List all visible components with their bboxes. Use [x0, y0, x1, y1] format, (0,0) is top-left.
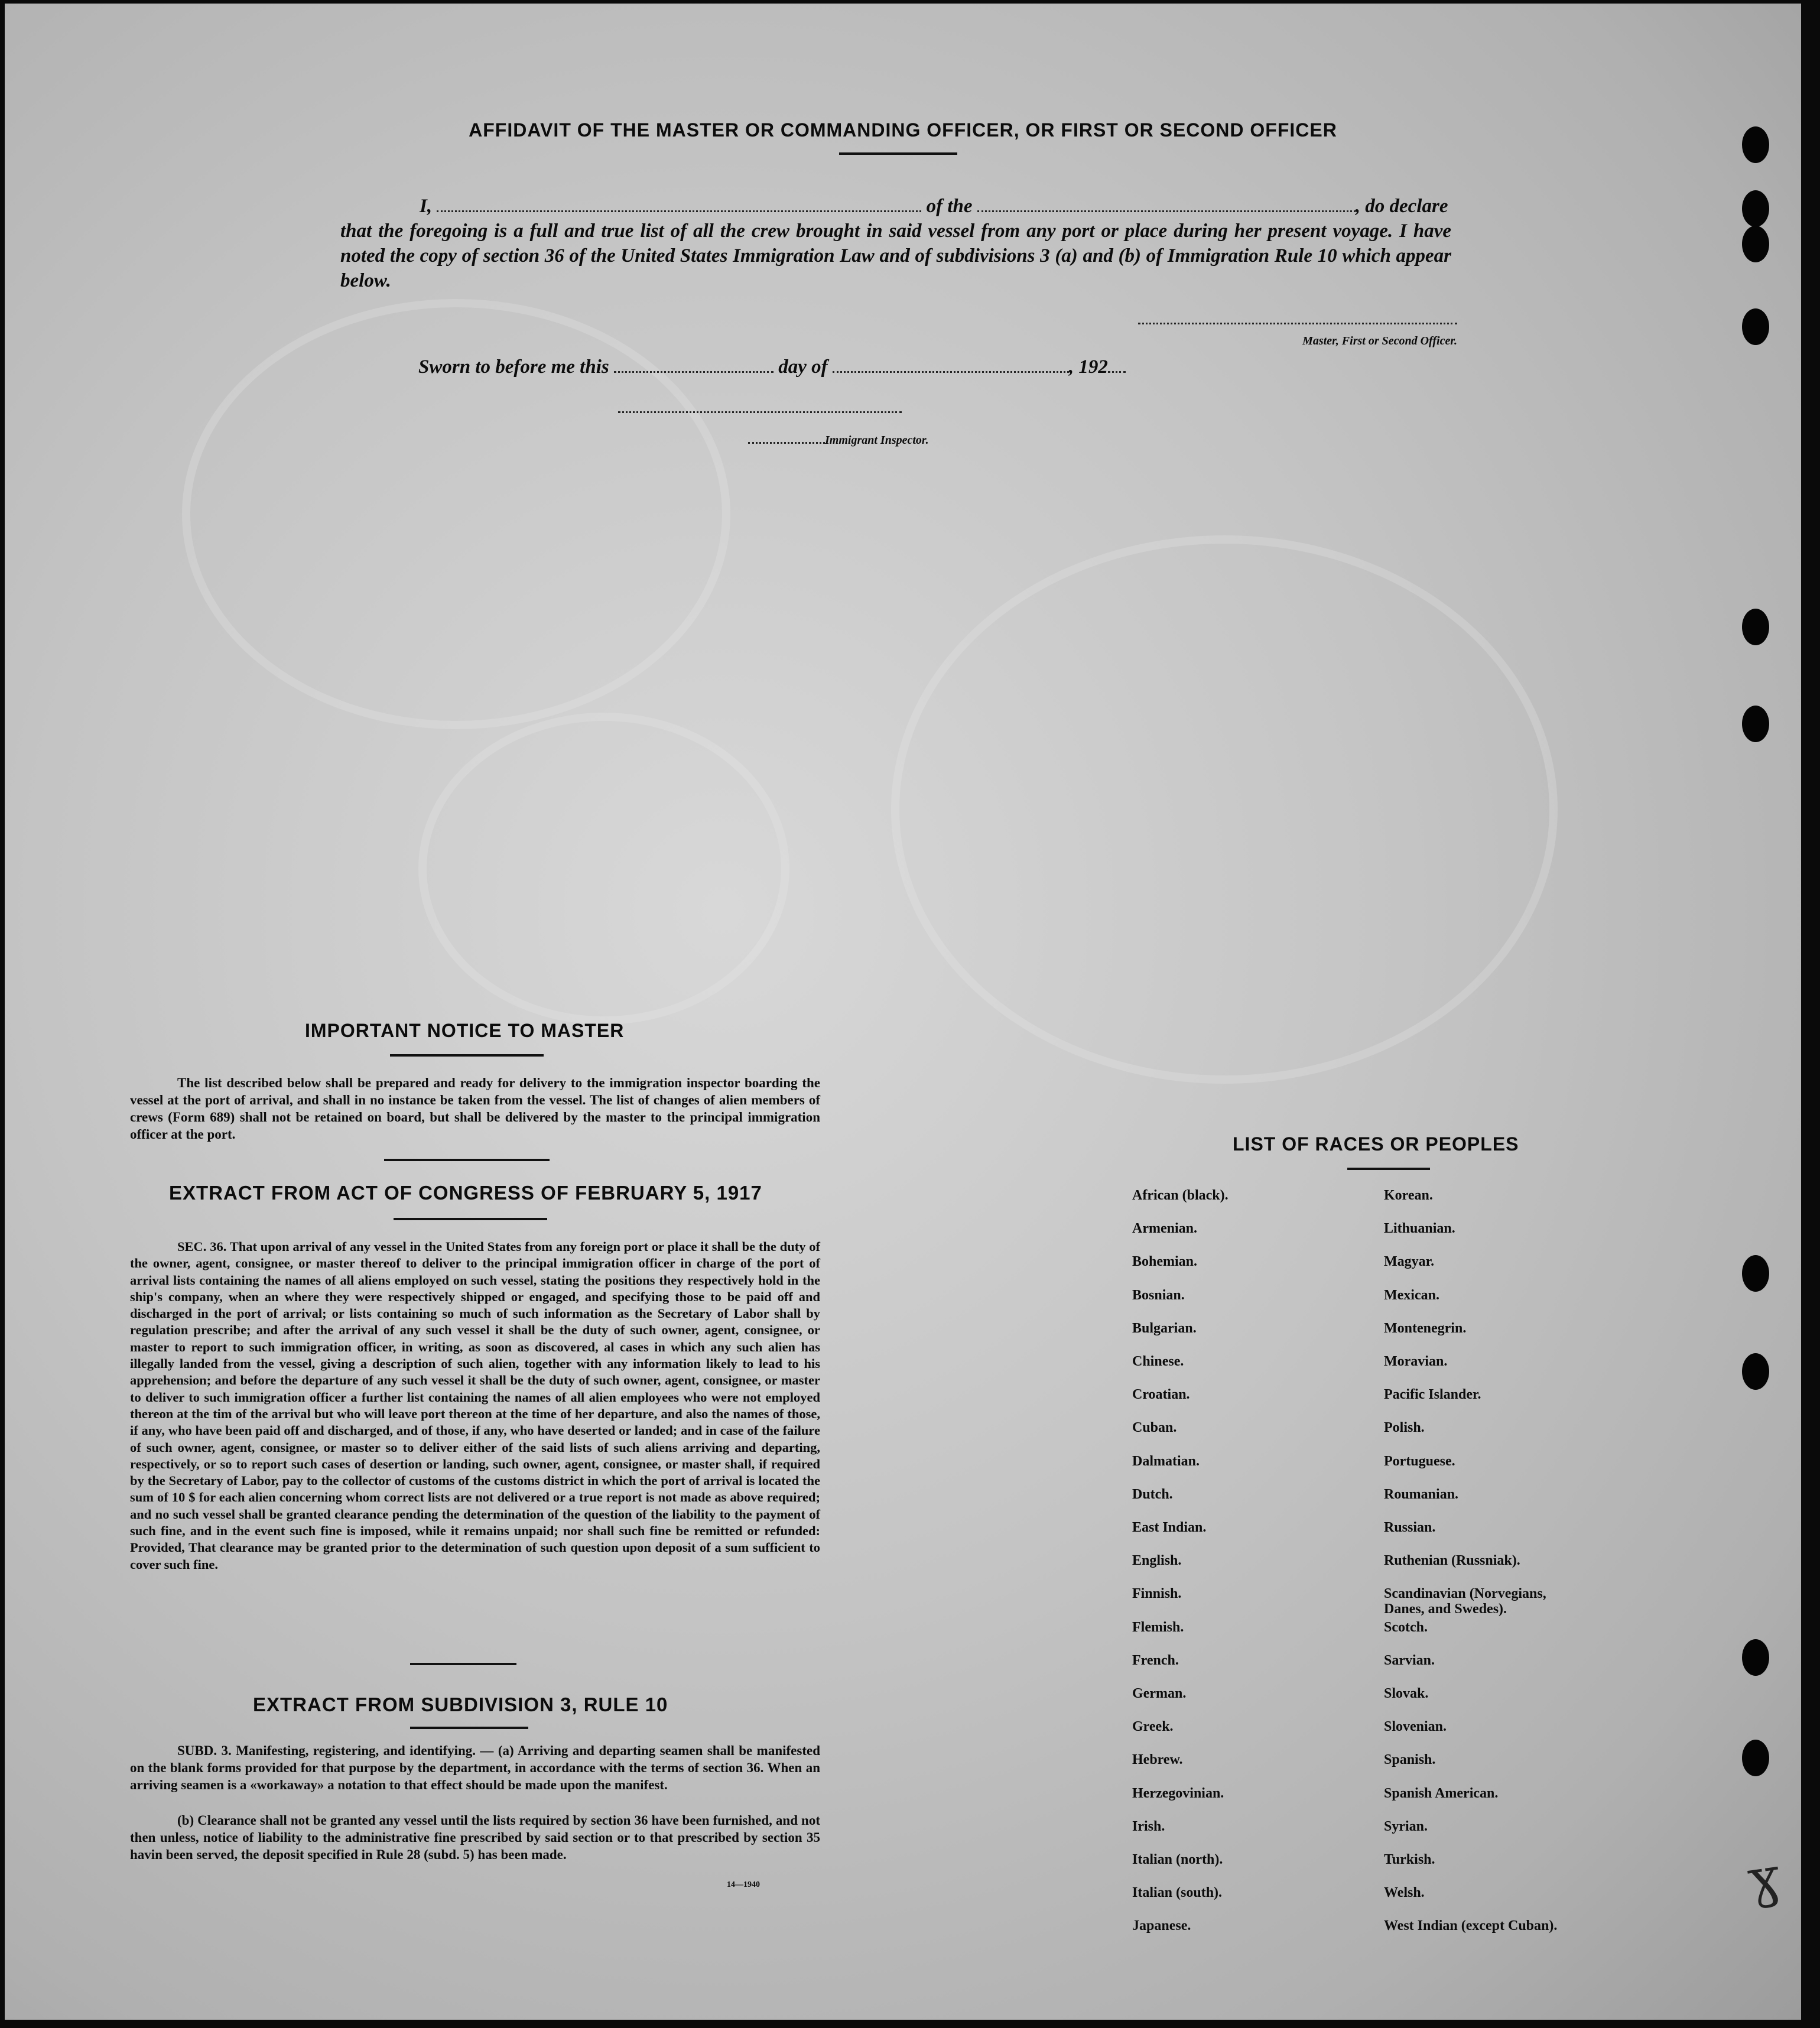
punch-hole [1742, 1353, 1769, 1390]
extract-rule-rule [410, 1727, 528, 1729]
form-number: 14—1940 [727, 1880, 760, 1889]
affidavit-declaration [340, 193, 1457, 293]
race-item: Italian (north). [1132, 1852, 1223, 1867]
race-item: Scandinavian (Norvegians, Danes, and Swedes). [1384, 1586, 1546, 1617]
race-item: Irish. [1132, 1818, 1165, 1834]
inspector-label: Immigrant Inspector. [825, 434, 929, 447]
race-item: Japanese. [1132, 1918, 1191, 1934]
race-item: Russian. [1384, 1520, 1436, 1535]
extract-rule-para-a: SUBD. 3. Manifesting, registering, and identifying. — (a) Arriving and departing seamen shall be manifested on the blank forms provided for that purpose by the department, in accordance with the terms of section 36. When an arriving seamen is a «workaway» a notation to that effect should be made upon the manifest. [130, 1743, 820, 1792]
paper-texture [418, 713, 789, 1025]
race-item: Finnish. [1132, 1586, 1182, 1602]
document-sheet [5, 4, 1801, 2020]
affidavit-body: that the foregoing is a full and true list of all the crew brought in said vessel from any port or place during her present voyage. I have noted the copy of section 36 of the United States Immigration Law and of subdivisions 3 (a) and (b) of Immigration Rule 10 which appear below. [340, 220, 1451, 291]
race-item: Bohemian. [1132, 1254, 1198, 1270]
sworn-label: Sworn to before me this [418, 356, 609, 378]
punch-hole [1742, 706, 1769, 742]
sworn-line [418, 353, 1126, 379]
notice-title: IMPORTANT NOTICE TO MASTER [305, 1020, 625, 1041]
race-item: English. [1132, 1553, 1182, 1569]
punch-hole [1742, 308, 1769, 345]
race-item: Chinese. [1132, 1354, 1184, 1369]
race-item: Hebrew. [1132, 1752, 1183, 1768]
year-field[interactable] [1108, 353, 1126, 373]
race-item: Magyar. [1384, 1254, 1435, 1270]
race-item: Montenegrin. [1384, 1320, 1467, 1336]
declarant-prefix: I, [420, 196, 433, 217]
race-item: Flemish. [1132, 1619, 1184, 1635]
notice-body: The list described below shall be prepared and ready for delivery to the immigration inspector boarding the vessel at the port of arrival, and shall in no instance be taken from the vessel. The list of changes of alien members of crews (Form 689) shall not be retained on board, but shall be delivered by the master to the principal immigration officer at the port. [130, 1075, 820, 1142]
punch-hole [1742, 226, 1769, 262]
affidavit-title: AFFIDAVIT OF THE MASTER OR COMMANDING OFFICER, OR FIRST OR SECOND OFFICER [469, 119, 1337, 141]
punch-hole [1742, 190, 1769, 227]
section-rule [384, 1159, 550, 1161]
vessel-name-field[interactable] [977, 193, 1356, 212]
race-item: Bosnian. [1132, 1287, 1185, 1303]
race-item: Dutch. [1132, 1486, 1173, 1502]
race-item: Spanish American. [1384, 1785, 1499, 1801]
race-item: Ruthenian (Russniak). [1384, 1553, 1520, 1569]
race-item: Slovenian. [1384, 1719, 1447, 1735]
punch-hole [1742, 1255, 1769, 1292]
master-signature-line[interactable] [1138, 323, 1457, 324]
race-item: Roumanian. [1384, 1486, 1459, 1502]
race-item: Cuban. [1132, 1420, 1177, 1436]
race-item: Portuguese. [1384, 1453, 1455, 1469]
race-item: Scotch. [1384, 1619, 1428, 1635]
inspector-label-wrap [748, 431, 929, 447]
race-item: Dalmatian. [1132, 1453, 1200, 1469]
race-item: Syrian. [1384, 1818, 1428, 1834]
declarant-name-field[interactable] [437, 193, 921, 212]
title-rule [839, 152, 957, 155]
race-item: Greek. [1132, 1719, 1174, 1735]
punch-hole [1742, 1639, 1769, 1676]
year-label: , 192 [1068, 356, 1108, 378]
sworn-month-field[interactable] [833, 353, 1069, 373]
races-rule [1347, 1168, 1430, 1170]
races-title: LIST OF RACES OR PEOPLES [1233, 1133, 1519, 1155]
extract-act-title: EXTRACT FROM ACT OF CONGRESS OF FEBRUARY 5, 1917 [169, 1182, 762, 1204]
race-item: Lithuanian. [1384, 1221, 1455, 1237]
pencil-mark: ɣ [1743, 1845, 1784, 1912]
race-item: Sarvian. [1384, 1652, 1435, 1668]
race-item: Italian (south). [1132, 1885, 1223, 1901]
race-item: Spanish. [1384, 1752, 1436, 1768]
punch-hole [1742, 609, 1769, 645]
race-item: African (black). [1132, 1188, 1228, 1203]
extract-rule-title: EXTRACT FROM SUBDIVISION 3, RULE 10 [253, 1694, 668, 1715]
inspector-dots [748, 431, 825, 444]
race-item: Mexican. [1384, 1287, 1439, 1303]
punch-hole [1742, 1740, 1769, 1776]
of-the-label: of the [926, 196, 973, 217]
race-item: Armenian. [1132, 1221, 1197, 1237]
race-item: Welsh. [1384, 1885, 1425, 1901]
paper-texture [891, 535, 1558, 1084]
race-item: Pacific Islander. [1384, 1387, 1481, 1403]
race-item: Slovak. [1384, 1686, 1429, 1701]
race-item: German. [1132, 1686, 1187, 1701]
punch-hole [1742, 126, 1769, 163]
race-item: Turkish. [1384, 1852, 1435, 1867]
declare-label: , do declare [1355, 196, 1448, 217]
notice-rule [390, 1054, 544, 1057]
master-signature-label: Master, First or Second Officer. [1302, 334, 1457, 347]
race-item: Moravian. [1384, 1354, 1448, 1369]
race-item: Bulgarian. [1132, 1320, 1197, 1336]
inspector-signature-line[interactable] [618, 411, 902, 413]
extract-act-rule [394, 1218, 547, 1220]
race-item: Korean. [1384, 1188, 1433, 1203]
race-item: Herzegovinian. [1132, 1785, 1224, 1801]
race-item: French. [1132, 1652, 1179, 1668]
section-rule-2 [410, 1663, 516, 1665]
race-item: West Indian (except Cuban). [1384, 1918, 1558, 1934]
race-item: Polish. [1384, 1420, 1425, 1436]
extract-rule-para-b: (b) Clearance shall not be granted any vessel until the lists required by section 36 have been furnished, and not then unless, notice of liability to the administrative fine prescribed by said section or to that prescribed by section 35 havin been served, the deposit specified in Rule 28 (subd. 5) has been made. [130, 1813, 820, 1862]
race-item: Croatian. [1132, 1387, 1190, 1403]
race-item: East Indian. [1132, 1520, 1207, 1535]
sworn-day-field[interactable] [614, 353, 774, 373]
day-of-label: day of [778, 356, 828, 378]
extract-act-body: SEC. 36. That upon arrival of any vessel in the United States from any foreign port or place it shall be the duty of the owner, agent, consignee, or master thereof to deliver to the principal immigration officer in charge of the port of arrival lists containing the names of all aliens employed on such vessel, stating the positions they respectively hold in the ship's company, when an where they were respectively shipped or engaged, and specifying those to be paid off and discharged in the port of arrival; or lists containing so much of such information as the Secretary of Labor shall by regulation prescribe; and after the arrival of any such vessel it shall be the duty of such owner, agent, consignee, or master to report to such immigration officer, in writing, as soon as discovered, al cases in which any such alien has illegally landed from the vessel, giving a description of such alien, together with any information likely to lead to his apprehension; and before the departure of any such vessel it shall be the duty of such owner, agent, consignee, or master to deliver to such immigration officer a further list containing the names of all alien employees who were not employed thereon at the tim of the arrival but who will leave port thereon at the time of her departure, and also the names of those, if any, who have been paid off and discharged, and of those, if any, who have deserted or landed; and in case of the failure of such owner, agent, consignee, or master so to deliver either of the said lists of such aliens arriving and departing, respectively, or so to report such cases of desertion or landing, such owner, agent, consignee, or master shall, if required by the Secretary of Labor, pay to the collector of customs of the customs district in which the port of arrival is located the sum of 10 $ for each alien concerning whom correct lists are not delivered or a true report is not made as above required; and no such vessel shall be granted clearance pending the determination of the question of the liability to the payment of such fine, and in the event such fine is imposed, while it remains unpaid; nor shall such fine be remitted or refunded: Provided, That clearance may be granted prior to the determination of such question upon deposit of a sum sufficient to cover such fine. [130, 1239, 820, 1572]
